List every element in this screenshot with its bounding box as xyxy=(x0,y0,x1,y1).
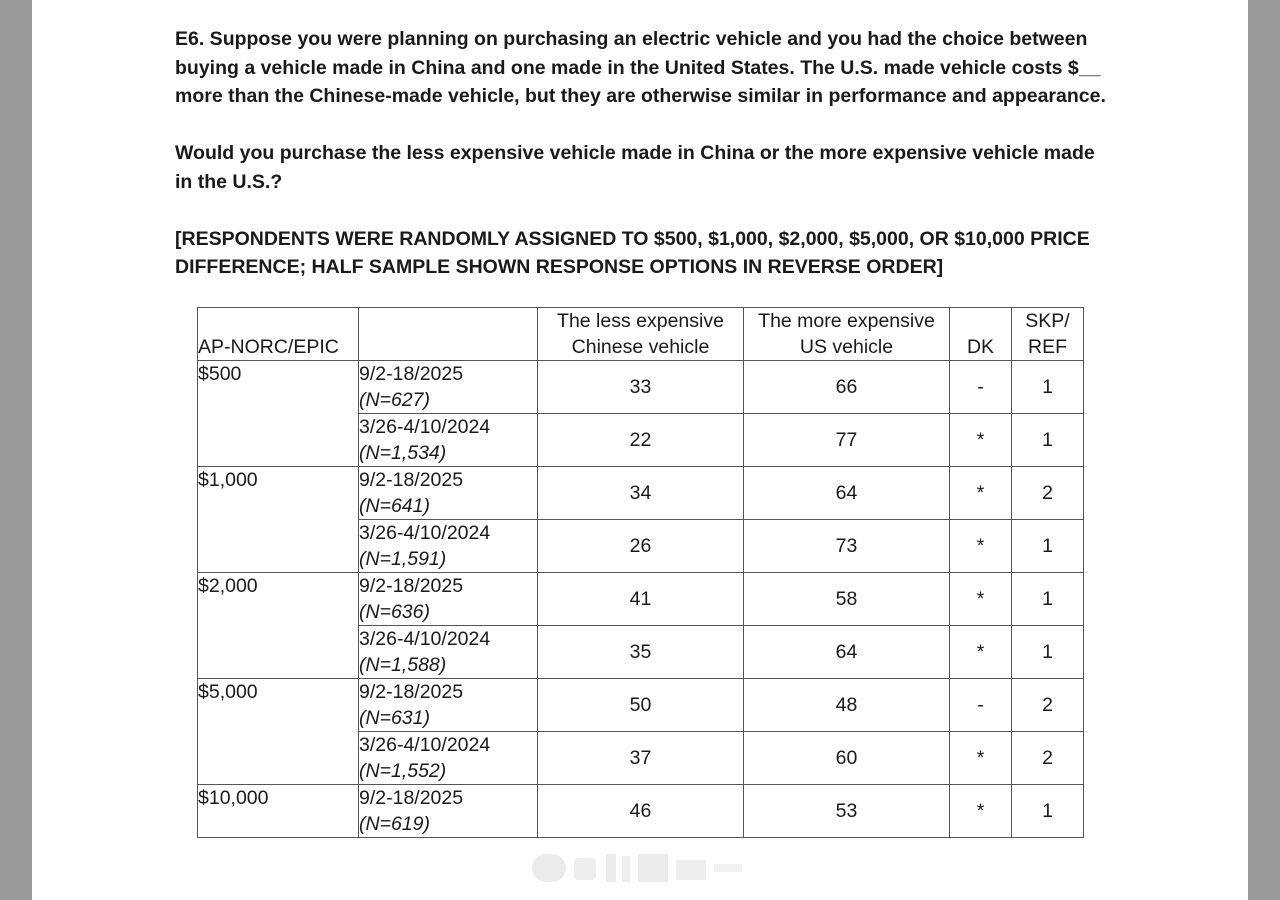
sample-size: (N=1,534) xyxy=(359,442,447,464)
table-row xyxy=(198,785,1084,838)
survey-date-cell xyxy=(359,626,538,679)
dk-pct: * xyxy=(950,573,1012,626)
price-difference-cell: $5,000 xyxy=(198,679,359,785)
us-vehicle-pct: 73 xyxy=(744,520,950,573)
survey-date-cell xyxy=(359,573,538,626)
chinese-vehicle-pct: 50 xyxy=(538,679,744,732)
results-table xyxy=(197,307,1084,838)
dk-pct: - xyxy=(950,679,1012,732)
survey-date-cell xyxy=(359,414,538,467)
survey-date: 9/2-18/2025 xyxy=(359,575,464,597)
chinese-vehicle-pct: 22 xyxy=(538,414,744,467)
survey-date-cell xyxy=(359,679,538,732)
us-vehicle-pct: 60 xyxy=(744,732,950,785)
document-page xyxy=(32,0,1248,900)
survey-date: 3/26-4/10/2024 xyxy=(359,416,491,438)
header-skp: SKP/ REF xyxy=(1012,308,1084,361)
dk-pct: * xyxy=(950,732,1012,785)
dk-pct: * xyxy=(950,785,1012,838)
price-difference-cell: $2,000 xyxy=(198,573,359,679)
skp-ref-pct: 1 xyxy=(1012,414,1084,467)
chinese-vehicle-pct: 46 xyxy=(538,785,744,838)
skp-ref-pct: 1 xyxy=(1012,520,1084,573)
survey-date-cell xyxy=(359,785,538,838)
chinese-vehicle-pct: 37 xyxy=(538,732,744,785)
sample-size: (N=627) xyxy=(359,389,430,411)
us-vehicle-pct: 77 xyxy=(744,414,950,467)
skp-ref-pct: 1 xyxy=(1012,573,1084,626)
skp-ref-pct: 1 xyxy=(1012,626,1084,679)
survey-date: 9/2-18/2025 xyxy=(359,363,464,385)
watermark-logo xyxy=(530,850,745,886)
chinese-vehicle-pct: 26 xyxy=(538,520,744,573)
price-difference-cell: $10,000 xyxy=(198,785,359,838)
survey-date: 9/2-18/2025 xyxy=(359,469,464,491)
survey-date-cell xyxy=(359,467,538,520)
us-vehicle-pct: 64 xyxy=(744,626,950,679)
survey-date: 9/2-18/2025 xyxy=(359,681,464,703)
price-difference-cell: $1,000 xyxy=(198,467,359,573)
dk-pct: * xyxy=(950,414,1012,467)
us-vehicle-pct: 48 xyxy=(744,679,950,732)
survey-date: 9/2-18/2025 xyxy=(359,787,464,809)
dk-pct: * xyxy=(950,626,1012,679)
skp-ref-pct: 2 xyxy=(1012,679,1084,732)
dk-pct: * xyxy=(950,467,1012,520)
skp-ref-pct: 2 xyxy=(1012,467,1084,520)
table-row xyxy=(198,679,1084,732)
question-text: E6. Suppose you were planning on purchasing an electric vehicle and you had the choice between buying a vehicle made in China and one made in the United States. The U.S. made vehicle costs $__ more than the Chinese-made vehicle, but they are otherwise similar in performance and appearance. xyxy=(175,28,1106,107)
survey-date-cell xyxy=(359,361,538,414)
us-vehicle-pct: 58 xyxy=(744,573,950,626)
table-body xyxy=(198,361,1084,838)
survey-date-cell xyxy=(359,520,538,573)
sample-size: (N=1,591) xyxy=(359,548,447,570)
us-vehicle-pct: 53 xyxy=(744,785,950,838)
header-less-expensive: The less expensive Chinese vehicle xyxy=(538,308,744,361)
sample-size: (N=636) xyxy=(359,601,430,623)
table-row xyxy=(198,361,1084,414)
survey-date-cell xyxy=(359,732,538,785)
dk-pct: - xyxy=(950,361,1012,414)
us-vehicle-pct: 66 xyxy=(744,361,950,414)
skp-ref-pct: 1 xyxy=(1012,785,1084,838)
header-date xyxy=(359,308,538,361)
skp-ref-pct: 1 xyxy=(1012,361,1084,414)
survey-date: 3/26-4/10/2024 xyxy=(359,734,491,756)
sample-size: (N=641) xyxy=(359,495,430,517)
table-header-row xyxy=(198,308,1084,361)
header-more-expensive: The more expensive US vehicle xyxy=(744,308,950,361)
question-block xyxy=(175,25,1110,310)
survey-date: 3/26-4/10/2024 xyxy=(359,628,491,650)
header-source: AP-NORC/EPIC xyxy=(198,308,359,361)
chinese-vehicle-pct: 33 xyxy=(538,361,744,414)
sample-size: (N=631) xyxy=(359,707,430,729)
chinese-vehicle-pct: 41 xyxy=(538,573,744,626)
survey-date: 3/26-4/10/2024 xyxy=(359,522,491,544)
question-prompt: Would you purchase the less expensive vehicle made in China or the more expensive vehicle made in the U.S.? xyxy=(175,142,1095,193)
dk-pct: * xyxy=(950,520,1012,573)
sample-size: (N=1,552) xyxy=(359,760,447,782)
sample-size: (N=619) xyxy=(359,813,430,835)
price-difference-cell: $500 xyxy=(198,361,359,467)
table-row xyxy=(198,467,1084,520)
us-vehicle-pct: 64 xyxy=(744,467,950,520)
sample-size: (N=1,588) xyxy=(359,654,447,676)
skp-ref-pct: 2 xyxy=(1012,732,1084,785)
header-dk: DK xyxy=(950,308,1012,361)
chinese-vehicle-pct: 35 xyxy=(538,626,744,679)
chinese-vehicle-pct: 34 xyxy=(538,467,744,520)
table-row xyxy=(198,573,1084,626)
question-note: [RESPONDENTS WERE RANDOMLY ASSIGNED TO $500, $1,000, $2,000, $5,000, OR $10,000 PRICE DIFFERENCE; HALF SAMPLE SHOWN RESPONSE OPTIONS IN REVERSE ORDER] xyxy=(175,227,1090,278)
